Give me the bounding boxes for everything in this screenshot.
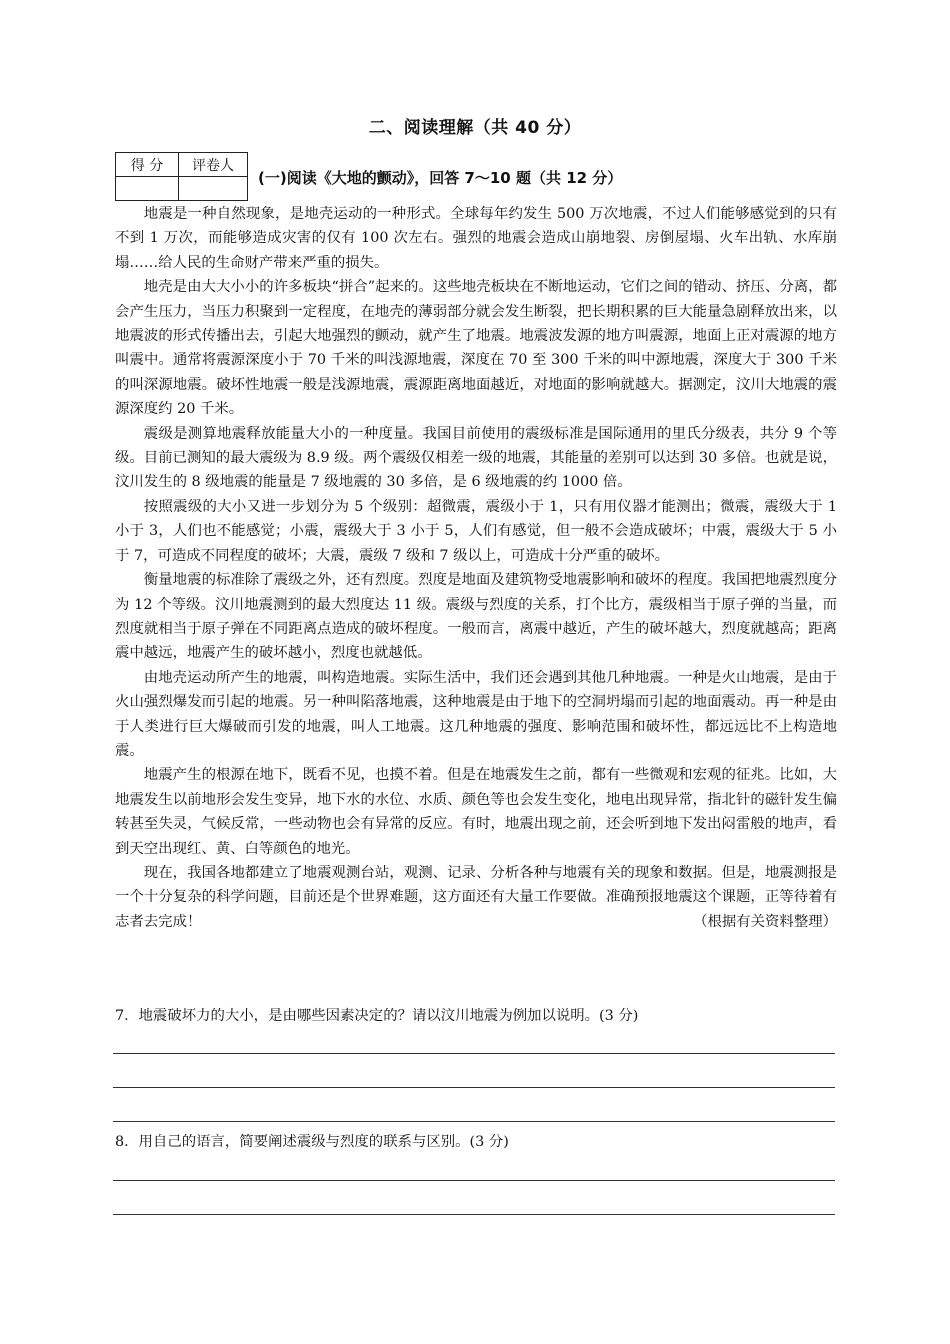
- score-cell[interactable]: [116, 177, 179, 201]
- article-paragraph-text: 现在，我国各地都建立了地震观测台站，观测、记录、分析各种与地震有关的现象和数据。但是，地震测报是一个十分复杂的科学问题，目前还是个世界难题，这方面还有大量工作要做。准确预报地震这个课题，正等待着有志者去完成！: [115, 864, 837, 930]
- article-body: [115, 202, 837, 934]
- answer-line[interactable]: [113, 1214, 835, 1215]
- question-8: 8．用自己的语言，简要阐述震级与烈度的联系与区别。(3 分): [115, 1134, 509, 1150]
- article-paragraph-last: [115, 861, 837, 934]
- article-paragraph: 地震是一种自然现象，是地壳运动的一种形式。全球每年约发生 500 万次地震，不过人们能够感觉到的只有不到 1 万次，而能够造成灾害的仅有 100 次左右。强烈的地震会造成山崩地裂、房倒屋塌、火车出轨、水库崩塌……给人民的生命财产带来严重的损失。: [115, 206, 837, 271]
- answer-line[interactable]: [113, 1180, 835, 1181]
- article-paragraph: 地壳是由大大小小的许多板块“拼合”起来的。这些地壳板块在不断地运动，它们之间的错动、挤压、分离，都会产生压力，当压力积聚到一定程度，在地壳的薄弱部分就会发生断裂，把长期积累的巨大能量急剧释放出来，以地震波的形式传播出去，引起大地强烈的颤动，就产生了地震。地震波发源的地方叫震源，地面上正对震源的地方叫震中。通常将震源深度小于 70 千米的叫浅源地震，深度在 70 至 300 千米的叫中源地震，深度大于 300 千米的叫深源地震。破坏性地震一般是浅源地震，震源距离地面越近，对地面的影响就越大。据测定，汶川大地震的震源深度约 20 千米。: [115, 279, 837, 418]
- answer-line[interactable]: [113, 1053, 835, 1054]
- article-paragraph: 由地壳运动所产生的地震，叫构造地震。实际生活中，我们还会遇到其他几种地震。一种是火山地震，是由于火山强烈爆发而引起的地震。另一种叫陷落地震，这种地震是由于地下的空洞坍塌而引起的地面震动。再一种是由于人类进行巨大爆破而引发的地震，叫人工地震。这几种地震的强度、影响范围和破坏性，都远远比不上构造地震。: [115, 669, 837, 759]
- article-paragraph: 按照震级的大小又进一步划分为 5 个级别：超微震，震级小于 1，只有用仪器才能测出；微震，震级大于 1 小于 3，人们也不能感觉；小震，震级大于 3 小于 5，人们有感觉，但一般不会造成破坏；中震，震级大于 5 小于 7，可造成不同程度的破坏；大震，震级 7 级和 7 级以上，可造成十分严重的破坏。: [115, 498, 837, 564]
- answer-line[interactable]: [113, 1087, 835, 1088]
- grader-header: 评卷人: [179, 153, 248, 177]
- article-paragraph: 衡量地震的标准除了震级之外，还有烈度。烈度是地面及建筑物受地震影响和破坏的程度。我国把地震烈度分为 12 个等级。汶川地震测到的最大烈度达 11 级。震级与烈度的关系，打个比方，震级相当于原子弹的当量，而烈度就相当于原子弹在不同距离点造成的破坏程度。一般而言，离震中越近，产生的破坏越大，烈度就越高；距离震中越远，地震产生的破坏越小，烈度也就越低。: [115, 572, 837, 662]
- grader-cell[interactable]: [179, 177, 248, 201]
- answer-line[interactable]: [113, 1121, 835, 1122]
- section-title: 二、阅读理解（共 40 分）: [368, 118, 582, 138]
- part-title: (一)阅读《大地的颤动》，回答 7～10 题（共 12 分）: [258, 169, 623, 187]
- article-source: （根据有关资料整理）: [693, 913, 837, 930]
- article-paragraph: 震级是测算地震释放能量大小的一种度量。我国目前使用的震级标准是国际通用的里氏分级表，共分 9 个等级。目前已测知的最大震级为 8.9 级。两个震级仅相差一级的地震，其能量的差别可以达到 30 多倍。也就是说，汶川发生的 8 级地震的能量是 7 级地震的 30 多倍，是 6 级地震的约 1000 倍。: [115, 425, 837, 491]
- score-header: 得 分: [116, 153, 179, 177]
- article-paragraph: 地震产生的根源在地下，既看不见，也摸不着。但是在地震发生之前，都有一些微观和宏观的征兆。比如，大地震发生以前地形会发生变异，地下水的水位、水质、颜色等也会发生变化，地电出现异常，指北针的磁针发生偏转甚至失灵，气候反常，一些动物也会有异常的反应。有时，地震出现之前，还会听到地下发出闷雷般的地声，看到天空出现红、黄、白等颜色的地光。: [115, 767, 837, 857]
- score-table: [115, 152, 248, 201]
- question-7: 7．地震破坏力的大小，是由哪些因素决定的？请以汶川地震为例加以说明。(3 分): [115, 1008, 639, 1024]
